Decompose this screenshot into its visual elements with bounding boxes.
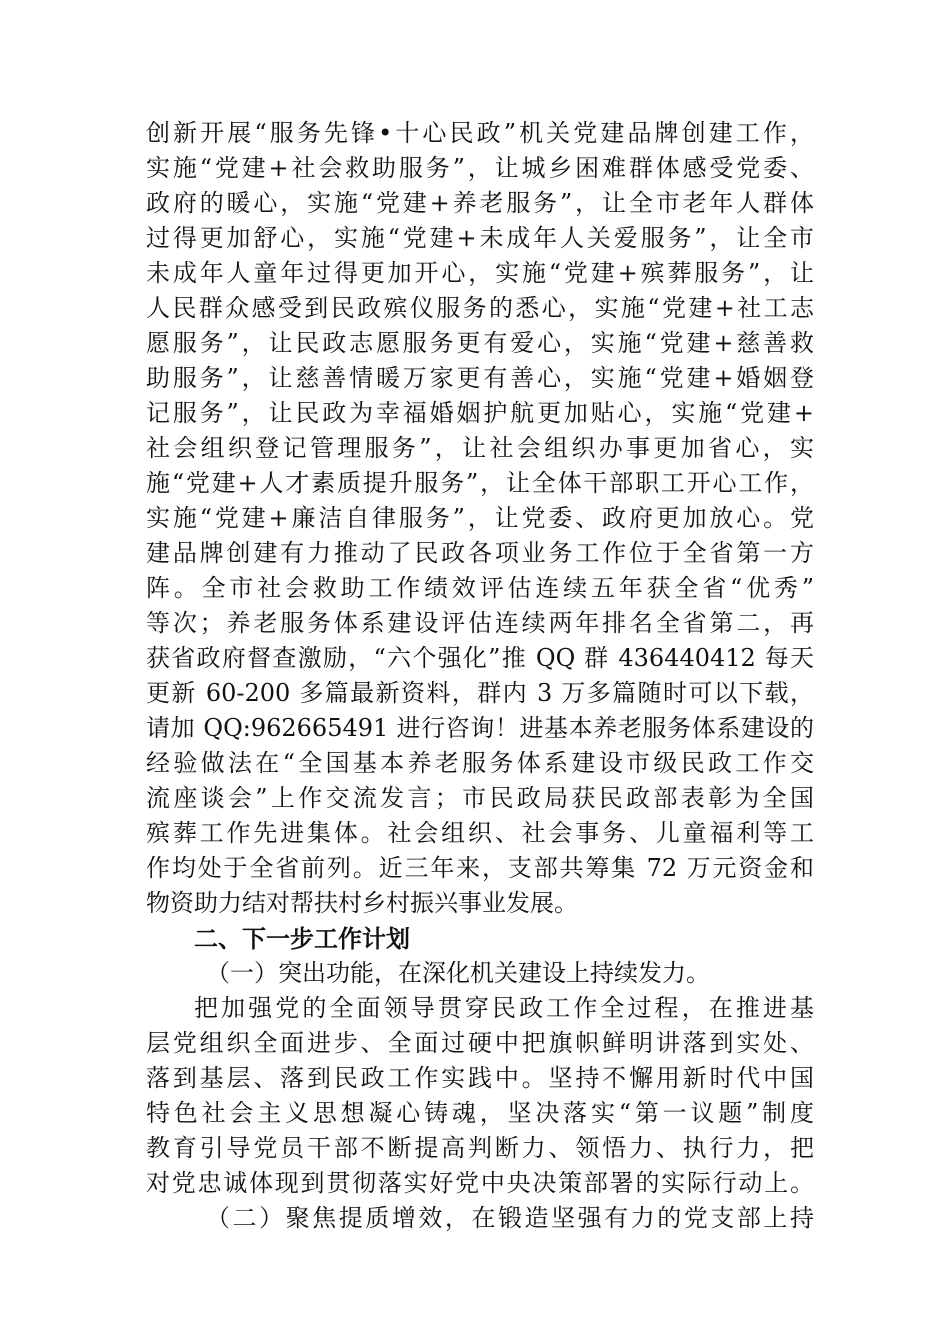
text-line: 助服务”，让慈善情暖万家更有善心，实施“党建+婚姻登 <box>146 364 814 392</box>
text-line: 作均处于全省前列。近三年来，支部共筹集 72 万元资金和 <box>146 854 814 882</box>
text-line: 创新开展“服务先锋•十心民政”机关党建品牌创建工作， <box>146 119 814 147</box>
text-line: 特色社会主义思想凝心铸魂，坚决落实“第一议题”制度 <box>146 1099 814 1127</box>
paragraph-organization-building <box>146 991 814 1201</box>
text-line: 教育引导党员干部不断提高判断力、领悟力、执行力，把 <box>146 1134 814 1162</box>
text-line: 人民群众感受到民政殡仪服务的悉心，实施“党建+社工志 <box>146 294 814 322</box>
text-line: 社会组织登记管理服务”，让社会组织办事更加省心，实 <box>146 434 814 462</box>
text-line: 未成年人童年过得更加开心，实施“党建+殡葬服务”，让 <box>146 259 814 287</box>
text-line: 落到基层、落到民政工作实践中。坚持不懈用新时代中国 <box>146 1064 814 1092</box>
section-heading: 二、下一步工作计划 <box>194 924 410 953</box>
text-line: 物资助力结对帮扶村乡村振兴事业发展。 <box>146 889 578 917</box>
text-line: 实施“党建+廉洁自律服务”，让党委、政府更加放心。党 <box>146 504 814 532</box>
text-line: 实施“党建+社会救助服务”，让城乡困难群体感受党委、 <box>146 154 814 182</box>
text-line: 等次；养老服务体系建设评估连续两年排名全省第二，再 <box>146 609 814 637</box>
text-line: 流座谈会”上作交流发言；市民政局获民政部表彰为全国 <box>146 784 814 812</box>
text-line: 殡葬工作先进集体。社会组织、社会事务、儿童福利等工 <box>146 819 814 847</box>
text-line: 愿服务”，让民政志愿服务更有爱心，实施“党建+慈善救 <box>146 329 814 357</box>
text-line: 请加 QQ:962665491 进行咨询！进基本养老服务体系建设的 <box>146 714 814 742</box>
text-line: 经验做法在“全国基本养老服务体系建设市级民政工作交 <box>146 749 814 777</box>
paragraph-party-brand <box>146 116 814 921</box>
subsection-heading: （一）突出功能，在深化机关建设上持续发力。 <box>206 959 710 987</box>
subsection-heading: （二）聚焦提质增效，在锻造坚强有力的党支部上持 <box>206 1204 814 1232</box>
text-line: 把加强党的全面领导贯穿民政工作全过程，在推进基 <box>194 994 814 1022</box>
text-line: 政府的暖心，实施“党建+养老服务”，让全市老年人群体 <box>146 189 814 217</box>
document-body <box>146 116 814 1236</box>
text-line: 记服务”，让民政为幸福婚姻护航更加贴心，实施“党建+ <box>146 399 814 427</box>
text-line: 更新 60-200 多篇最新资料，群内 3 万多篇随时可以下载， <box>146 679 814 707</box>
text-line: 层党组织全面进步、全面过硬中把旗帜鲜明讲落到实处、 <box>146 1029 814 1057</box>
text-line: 建品牌创建有力推动了民政各项业务工作位于全省第一方 <box>146 539 814 567</box>
text-line: 获省政府督查激励，“六个强化”推 QQ 群 436440412 每天 <box>146 644 814 672</box>
text-line: 施“党建+人才素质提升服务”，让全体干部职工开心工作， <box>146 469 814 497</box>
text-line: 对党忠诚体现到贯彻落实好党中央决策部署的实际行动上。 <box>146 1169 814 1197</box>
text-line: 过得更加舒心，实施“党建+未成年人关爱服务”，让全市 <box>146 224 814 252</box>
text-line: 阵。全市社会救助工作绩效评估连续五年获全省“优秀” <box>146 574 814 602</box>
